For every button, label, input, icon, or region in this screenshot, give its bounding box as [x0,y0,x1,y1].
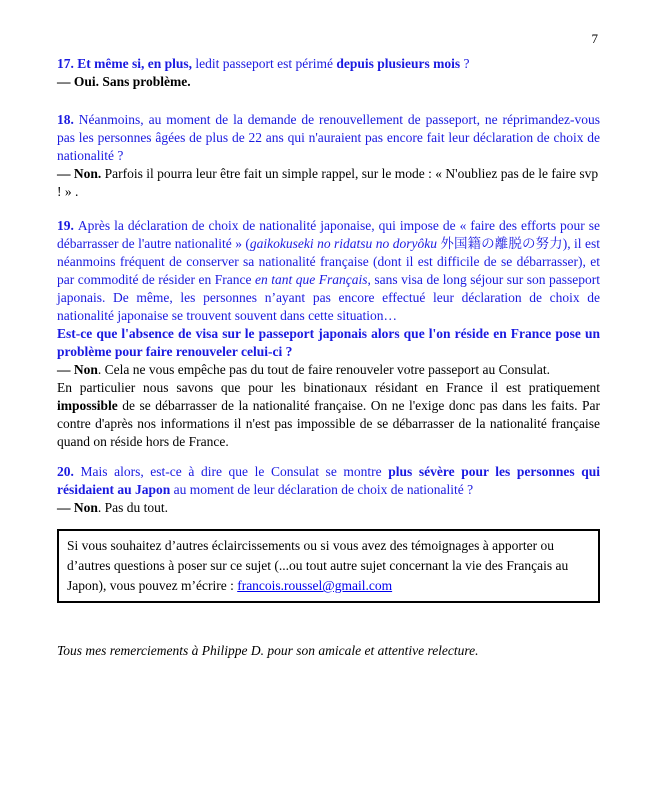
contact-box [57,529,600,603]
impossible-bold-text: impossible [57,398,118,413]
page-content [57,0,600,660]
answer-20-text: . Pas du tout. [97,500,169,515]
page-number: 7 [591,31,598,46]
question-20: 20. Mais alors, est-ce à dire que le Consulat se montre plus sévère pour les personnes qui résidaient au Japon au moment de leur déclaration de choix de nationalité ? [57,464,601,497]
answer-20: — Non. Pas du tout. [57,500,169,515]
answer-17-text: — Oui. Sans problème. [57,74,191,89]
contact-box-text: Si vous souhaitez d’autres éclaircissements ou si vous avez des témoignages à apporter ou d’autres questions à poser sur ce sujet (...ou tout autre sujet concernant la vie des Français au Japon), vous pouvez m’écrire : [67,538,569,593]
question-17: 17. Et même si, en plus, ledit passeport est périmé depuis plusieurs mois ? [57,56,470,71]
question-19-intro: 19. Après la déclaration de choix de nationalité japonaise, qui impose de « faire des efforts pour se débarrasser de l'autre nationalité » (gaikokuseki no ridatsu no doryôku 外国籍の離脱の努力), il est néanmoins fréquent de conserver sa nationalité française (dont il est difficile de se débarrasser), et par commodité de résider en France en tant que Français, sans visa de long séjour sur son passeport japonais. De même, les personnes n’ayant pas encore effectué leur déclaration de choix de nationalité japonaise se trouvent souvent dans cette situation… [57,218,601,323]
answer-19-text: . Cela ne vous empêche pas du tout de faire renouveler votre passeport au Consulat. [97,362,550,377]
answer-19-paragraph: En particulier nous savons que pour les binationaux résidant en France il est pratiquement impossible de se débarrasser de la nationalité française. On ne l'exige donc pas dans les faits. Par contre d'après nos informations il n'est pas impossible de se débarrasser de la nationalité française quand on réside hors de France. [57,380,600,449]
question-19-text: Est-ce que l'absence de visa sur le passeport japonais alors que l'on réside en France pose un problème pour faire renouveler celui-ci ? [57,326,600,359]
answer-18: — Non. Parfois il pourra leur être fait un simple rappel, sur le mode : « N'oubliez pas de le faire svp ! » . [57,166,599,199]
question-19-number: 19. [57,218,78,233]
answer-17 [57,73,600,91]
acknowledgment-note: Tous mes remerciements à Philippe D. pour son amicale et attentive relecture. [57,643,479,658]
question-18-text: Néanmoins, au moment de la demande de renouvellement de passeport, ne réprimandez-vous pas les personnes âgées de plus de 22 ans qui n'auraient pas encore fait leur déclaration de choix de nationalité ? [57,112,600,163]
answer-19-line: — Non. Cela ne vous empêche pas du tout de faire renouveler votre passeport au Consulat. [57,362,550,377]
romaji-italic-text: gaikokuseki no ridatsu no doryôku [249,236,437,251]
question-20-number: 20. [57,464,81,479]
answer-18-text: Parfois il pourra leur être fait un simple rappel, sur le mode : « N'oubliez pas de le faire svp ! » . [57,166,599,199]
question-18 [57,111,600,165]
question-17-text: 17. Et même si, en plus, [57,56,196,71]
email-link[interactable]: francois.roussel@gmail.com [237,578,393,593]
japanese-text: 外国籍の離脱の努力), il est néanmoins fréquent de conserver sa nationalité française (dont il est difficile de se débarrasser), et par commodité de résider en France [57,236,600,287]
question-18-number: 18. [57,112,79,127]
question-19-main [57,325,600,361]
